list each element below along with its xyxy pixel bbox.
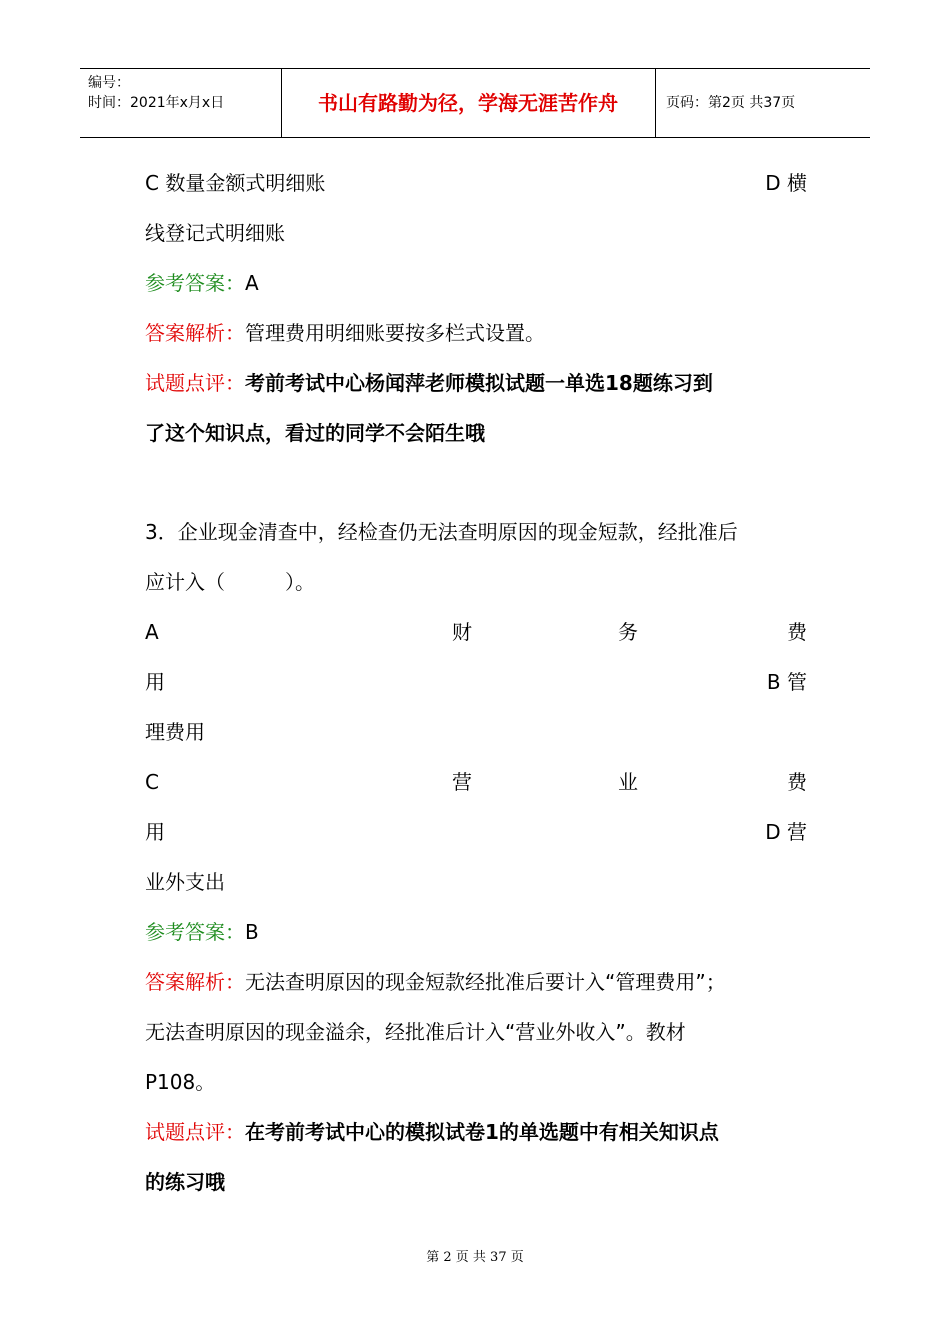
header-divider: [655, 69, 656, 137]
q3-analysis-cont: 无法查明原因的现金溢余，经批准后计入“营业外收入”。教材: [145, 1020, 686, 1044]
q3-option-b-row: [145, 659, 807, 709]
answer-value: A: [245, 271, 259, 295]
q3-option-c-char: 营: [452, 770, 472, 794]
q3-option-a-char: 务: [618, 620, 638, 644]
q2-option-d-rest: 线登记式明细账: [145, 221, 285, 245]
page-header: [80, 68, 870, 138]
answer-label: 参考答案：: [145, 271, 245, 295]
q2-analysis: [145, 310, 807, 360]
q3-option-a-letter: A: [145, 620, 159, 644]
analysis-text: 管理费用明细账要按多栏式设置。: [245, 321, 545, 345]
q2-option-d-start: D 横: [765, 171, 807, 195]
spacer: [145, 460, 807, 509]
q3-stem-line1: 3．企业现金清查中，经检查仍无法查明原因的现金短款，经批准后: [145, 520, 738, 544]
comment-text: 考前考试中心杨闻萍老师模拟试题一单选18题练习到: [245, 371, 713, 395]
q3-option-c-letter: C: [145, 770, 159, 794]
comment-label: 试题点评：: [145, 1120, 245, 1144]
comment-text: 在考前考试中心的模拟试卷1的单选题中有相关知识点: [245, 1120, 719, 1144]
q3-stem-line2: 应计入（ ）。: [145, 570, 315, 594]
q3-option-b-rest: 理费用: [145, 720, 205, 744]
q3-option-a-char: 用: [145, 670, 165, 694]
page-footer: 第 2 页 共 37 页: [426, 1250, 524, 1265]
q2-option-c-row: [145, 160, 807, 210]
analysis-text: 无法查明原因的现金短款经批准后要计入“管理费用”；: [245, 970, 726, 994]
q3-option-a-row: [145, 609, 807, 659]
q3-option-c-row: [145, 759, 807, 809]
q2-option-c: C 数量金额式明细账: [145, 171, 326, 195]
header-motto: 书山有路勤为径，学海无涯苦作舟: [318, 91, 618, 115]
q3-analysis-cont: P108。: [145, 1070, 216, 1094]
header-page-info: 页码：第2页 共37页: [666, 95, 796, 111]
q3-option-a-char: 费: [787, 620, 807, 644]
answer-label: 参考答案：: [145, 920, 245, 944]
q3-answer: [145, 909, 807, 959]
q3-option-a-char: 财: [452, 620, 472, 644]
q3-option-c-char: 业: [618, 770, 638, 794]
header-meta: [88, 73, 224, 113]
answer-value: B: [245, 920, 259, 944]
analysis-label: 答案解析：: [145, 970, 245, 994]
document-body: [145, 160, 807, 1209]
comment-label: 试题点评：: [145, 371, 245, 395]
q3-option-c-char: 用: [145, 820, 165, 844]
q3-option-c-char: 费: [787, 770, 807, 794]
q3-comment: [145, 1109, 807, 1159]
q3-option-d-start: D 营: [765, 820, 807, 844]
q3-option-b-start: B 管: [766, 670, 807, 694]
date-label: 时间：2021年x月x日: [88, 95, 225, 111]
analysis-label: 答案解析：: [145, 321, 245, 345]
q2-answer: [145, 260, 807, 310]
q3-comment-cont: 的练习哦: [145, 1170, 225, 1194]
q3-analysis: [145, 959, 807, 1009]
q3-option-d-row: [145, 809, 807, 859]
q2-comment: [145, 360, 807, 410]
q3-option-d-rest: 业外支出: [145, 870, 225, 894]
number-label: 编号：: [88, 75, 130, 91]
q2-comment-cont: 了这个知识点，看过的同学不会陌生哦: [145, 421, 485, 445]
